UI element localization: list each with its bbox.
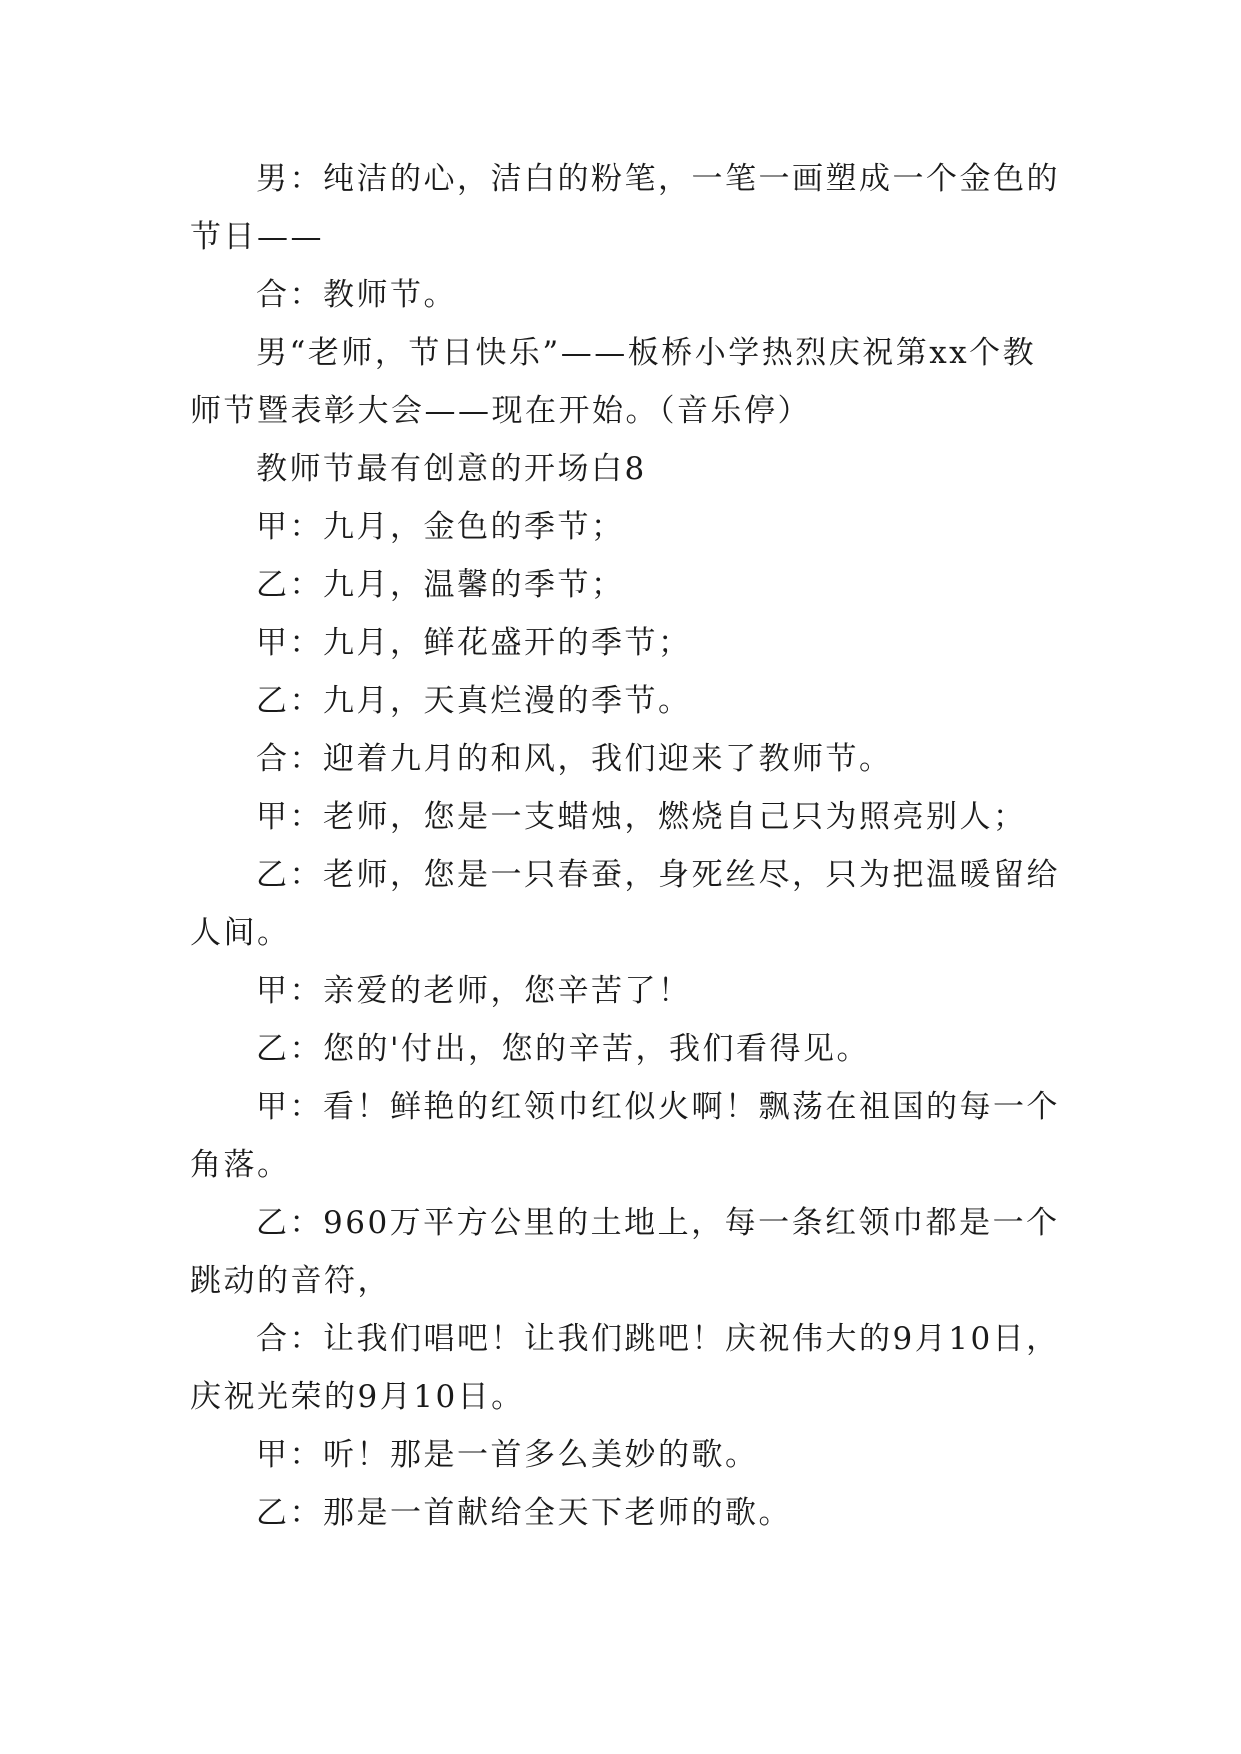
- paragraph: 乙：九月，温馨的季节；: [256, 567, 625, 603]
- paragraph: 甲：听！那是一首多么美妙的歌。: [256, 1437, 759, 1473]
- paragraph: 甲：亲爱的老师，您辛苦了！: [256, 973, 692, 1009]
- paragraph: 乙：老师，您是一只春蚕，身死丝尽，只为把温暖留给人间。: [190, 857, 1060, 951]
- paragraph: 甲：看！鲜艳的红领巾红似火啊！飘荡在祖国的每一个角落。: [190, 1089, 1060, 1183]
- paragraph: 乙：您的'付出，您的辛苦，我们看得见。: [256, 1031, 871, 1067]
- paragraph: 甲：老师，您是一支蜡烛，燃烧自己只为照亮别人；: [256, 799, 1027, 835]
- paragraph: 男“老师，节日快乐”——板桥小学热烈庆祝第xx个教师节暨表彰大会——现在开始。（音乐停）: [190, 335, 1037, 429]
- section-heading: 教师节最有创意的开场白8: [256, 451, 647, 487]
- paragraph: 甲：九月，金色的季节；: [256, 509, 625, 545]
- paragraph: 甲：九月，鲜花盛开的季节；: [256, 625, 692, 661]
- paragraph: 男：纯洁的心，洁白的粉笔，一笔一画塑成一个金色的节日——: [190, 161, 1060, 255]
- paragraph: 合：教师节。: [256, 277, 457, 313]
- paragraph: 乙：九月，天真烂漫的季节。: [256, 683, 692, 719]
- paragraph: 合：让我们唱吧！让我们跳吧！庆祝伟大的9月10日，庆祝光荣的9月10日。: [190, 1321, 1060, 1415]
- paragraph: 乙：那是一首献给全天下老师的歌。: [256, 1495, 792, 1531]
- paragraph: 合：迎着九月的和风，我们迎来了教师节。: [256, 741, 893, 777]
- paragraph: 乙：960万平方公里的土地上，每一条红领巾都是一个跳动的音符，: [190, 1205, 1060, 1299]
- document-page: [190, 150, 1060, 1542]
